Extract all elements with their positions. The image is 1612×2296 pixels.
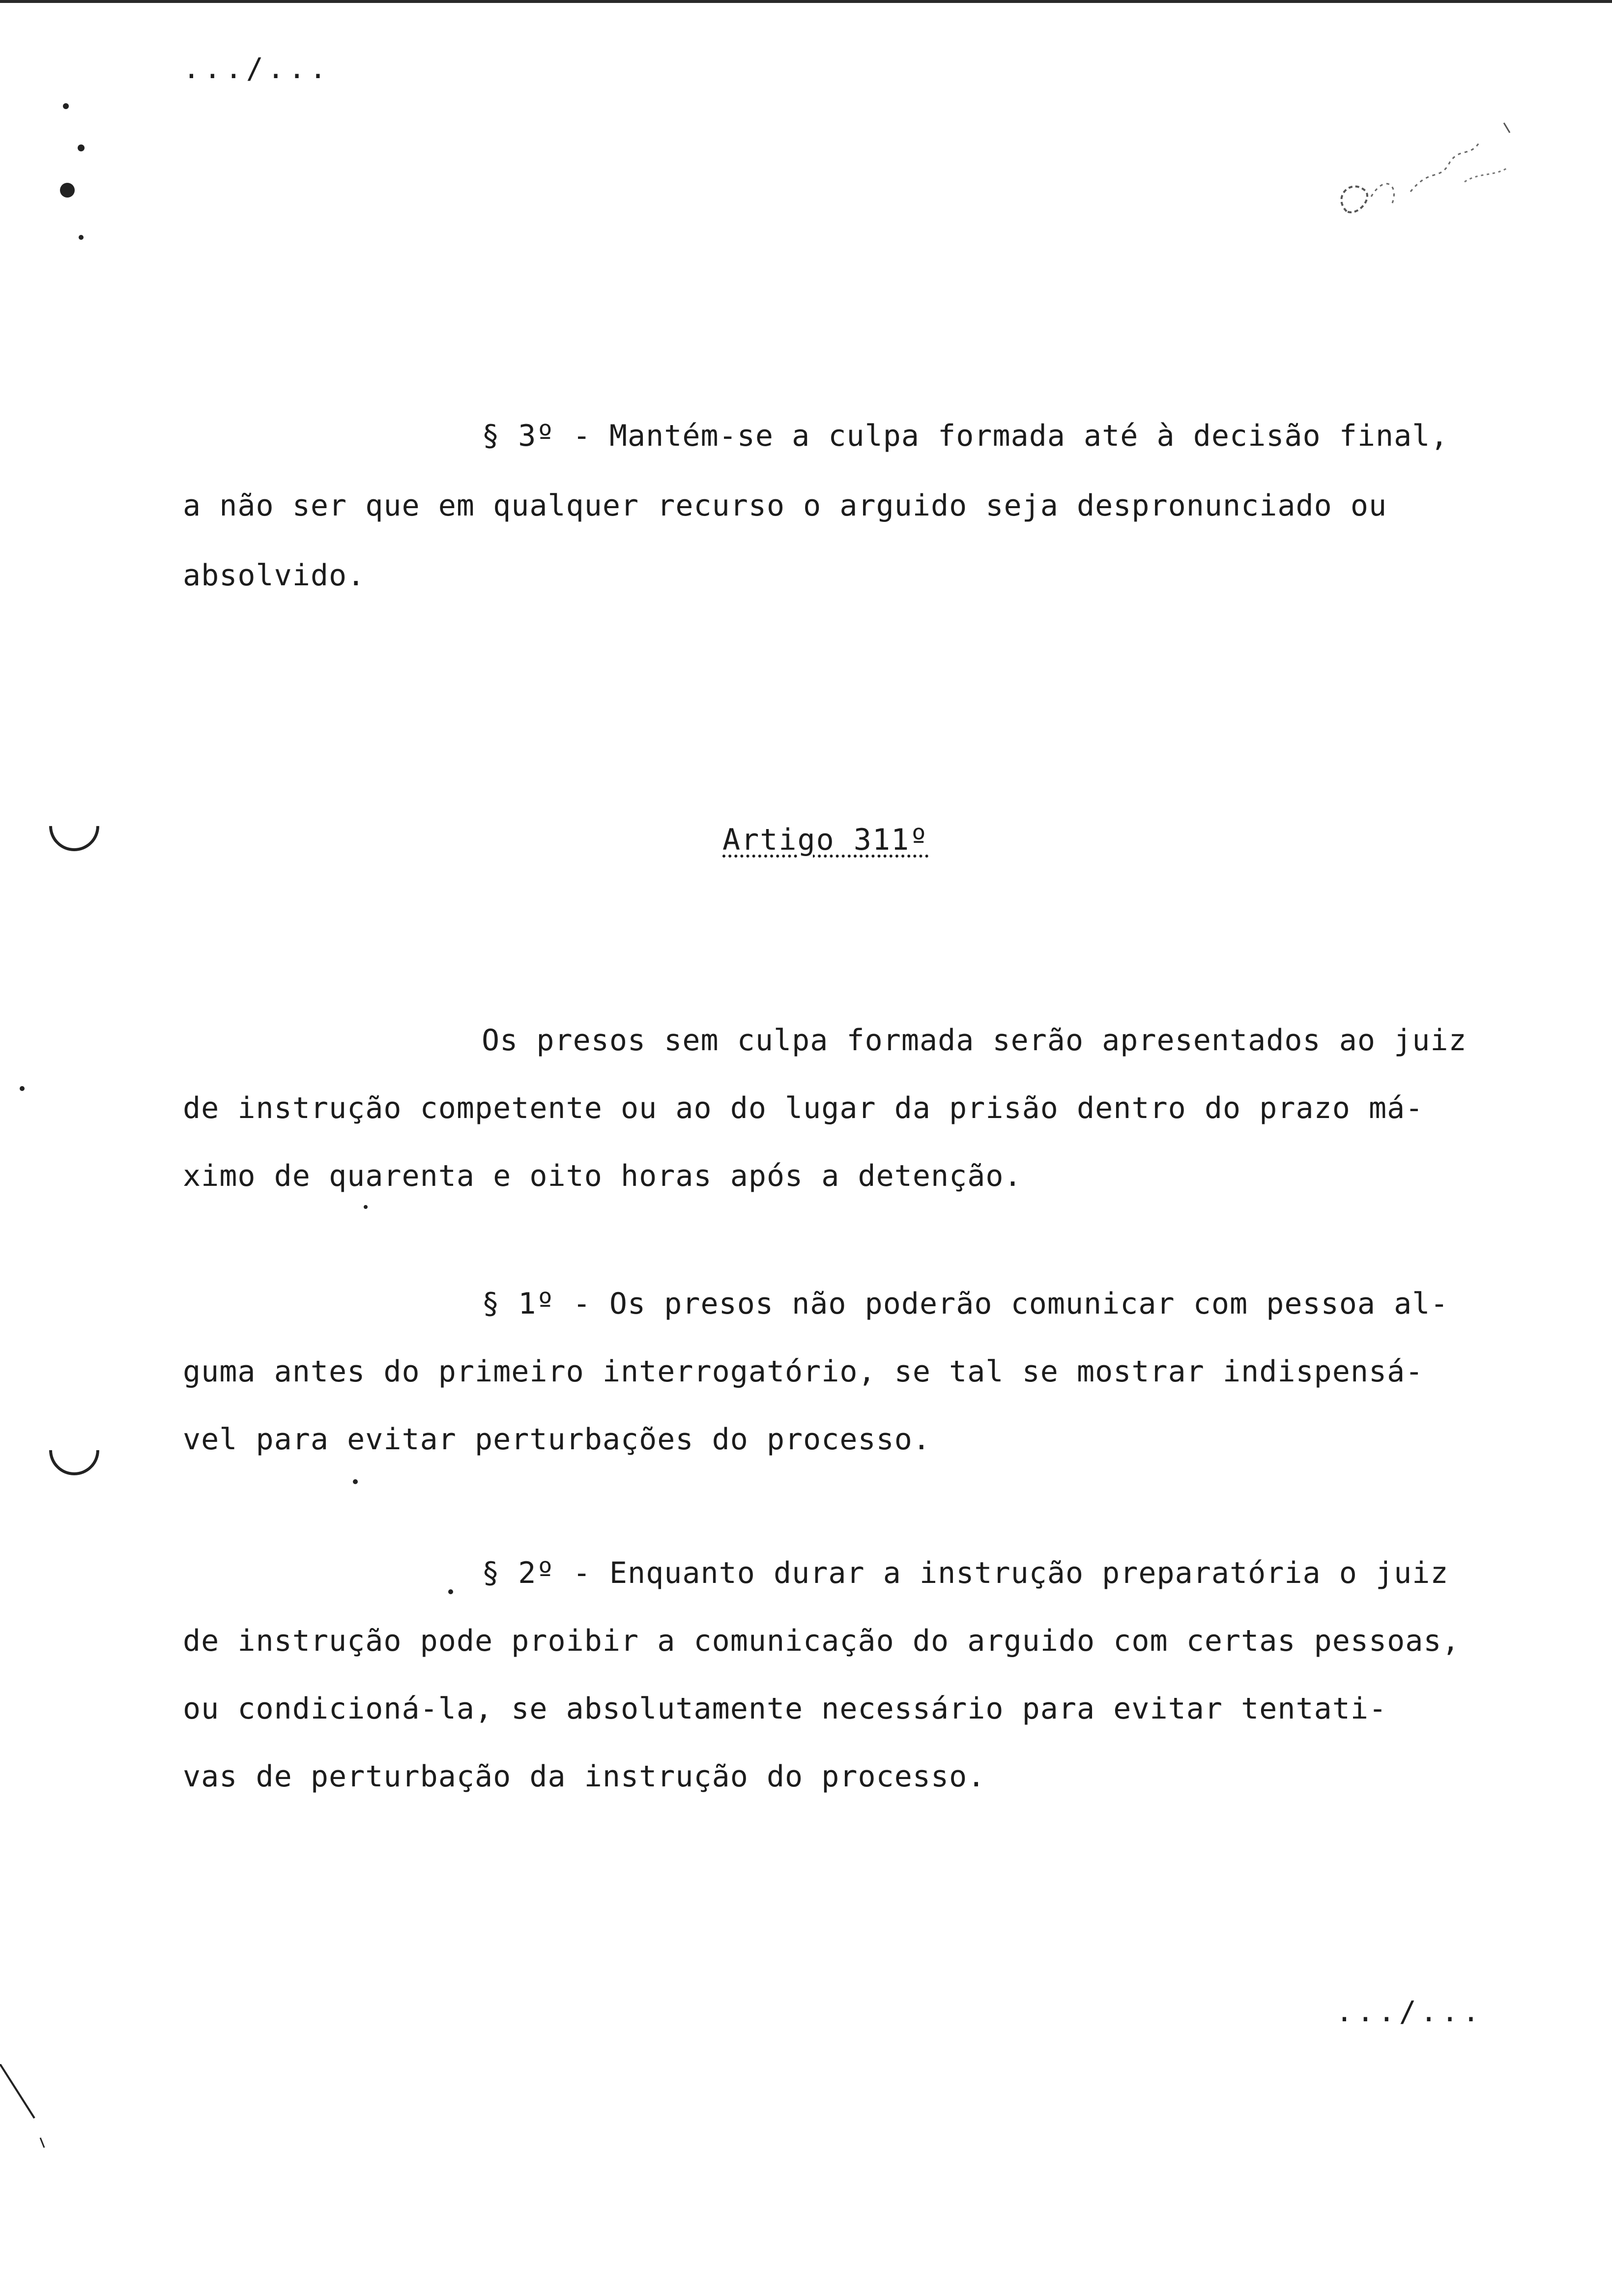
article-body-line-1: Os presos sem culpa formada serão apresentados ao juiz [482, 1023, 1467, 1058]
section-1-line-3: vel para evitar perturbações do processo. [183, 1422, 931, 1457]
continuation-marker-bottom: .../... [1336, 1995, 1484, 2028]
section-1-line-2: guma antes do primeiro interrogatório, se tal se mostrar indispensá- [183, 1354, 1424, 1389]
article-body-line-3: ximo de quarenta e oito horas após a detenção. [183, 1159, 1022, 1193]
top-edge-rule [0, 0, 1612, 3]
paragraph-3-line-2: a não ser que em qualquer recurso o arguido seja despronunciado ou [183, 488, 1387, 523]
continuation-marker-top: .../... [183, 52, 331, 85]
punch-mark [60, 183, 75, 198]
section-2-line-2: de instrução pode proibir a comunicação do arguido com certas pessoas, [183, 1624, 1460, 1658]
article-heading: Artigo 311º [722, 823, 929, 857]
stray-mark [353, 1479, 358, 1484]
signature-mark [1317, 113, 1553, 260]
section-2-line-4: vas de perturbação da instrução do processo. [183, 1759, 986, 1794]
section-2-line-1: § 2º - Enquanto durar a instrução preparatória o juiz [482, 1556, 1449, 1590]
binding-hole-mark [39, 1415, 110, 1486]
punch-mark [63, 103, 69, 109]
section-1-line-1: § 1º - Os presos não poderão comunicar com pessoa al- [482, 1287, 1449, 1321]
article-body-line-2: de instrução competente ou ao do lugar da prisão dentro do prazo má- [183, 1091, 1424, 1125]
edge-scratch [0, 2064, 69, 2162]
paragraph-3-line-1: § 3º - Mantém-se a culpa formada até à decisão final, [482, 419, 1449, 453]
punch-mark [78, 144, 85, 151]
stray-mark [448, 1589, 453, 1594]
stray-mark [364, 1205, 368, 1209]
section-2-line-3: ou condicioná-la, se absolutamente necessário para evitar tentati- [183, 1692, 1387, 1726]
punch-mark [20, 1086, 25, 1091]
paragraph-3-line-3: absolvido. [183, 558, 366, 593]
punch-mark [79, 235, 84, 240]
binding-hole-mark [39, 791, 110, 861]
